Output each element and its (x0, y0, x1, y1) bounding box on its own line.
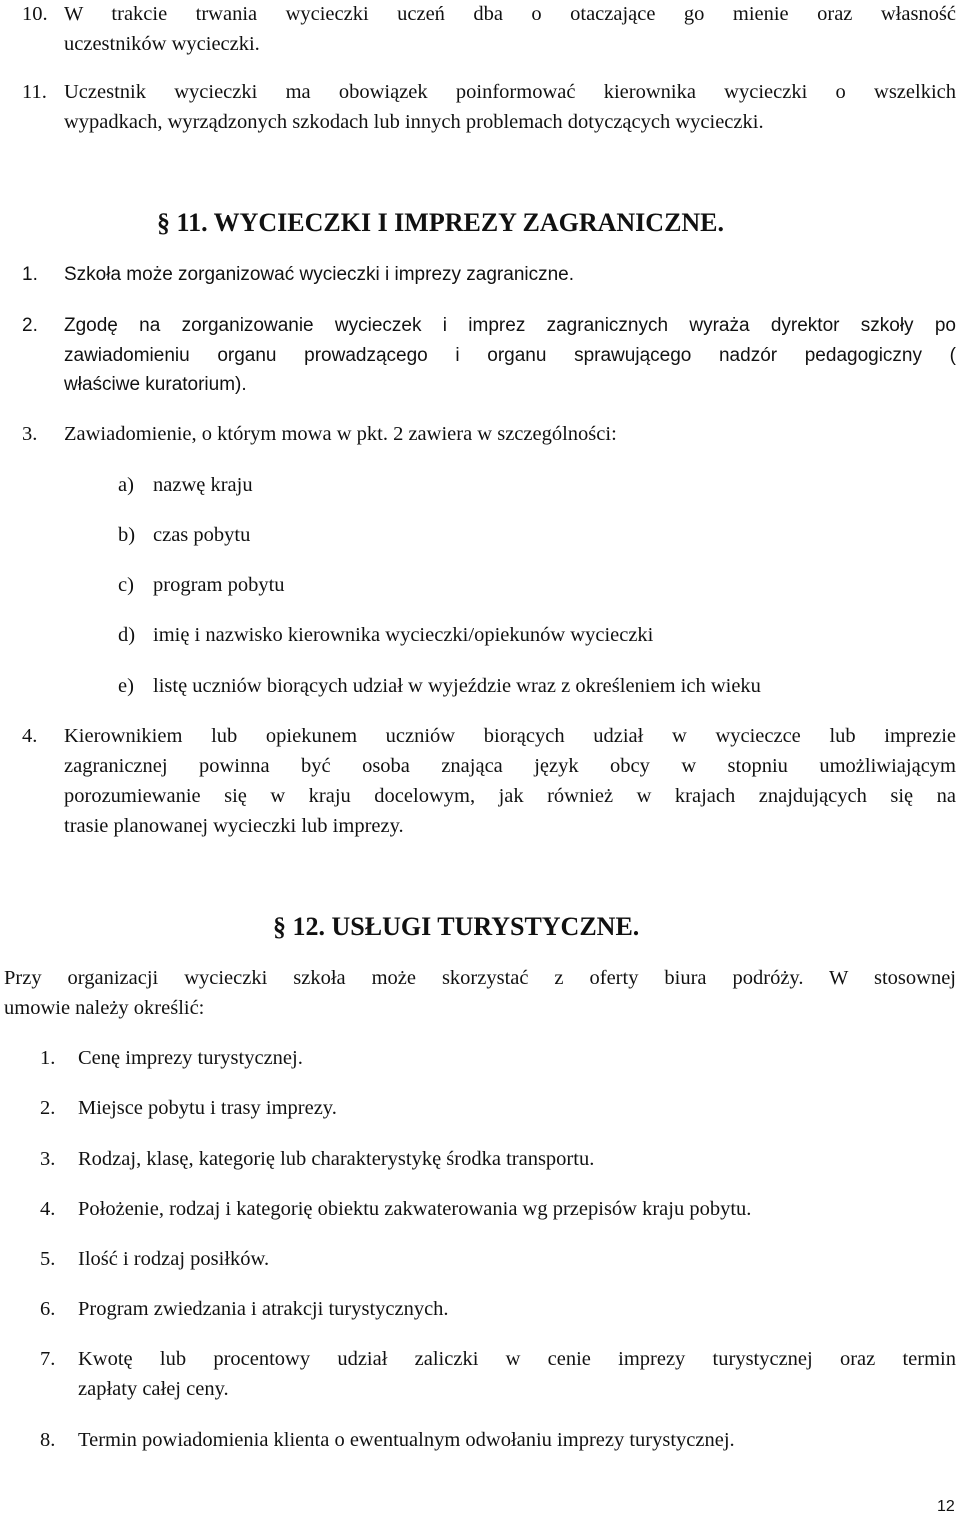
item-11-text-line2: wypadkach, wyrządzonych szkodach lub innych problemach dotyczących wycieczki. (64, 111, 764, 133)
section-11-heading: § 11. WYCIECZKI I IMPREZY ZAGRANICZNE. (157, 208, 725, 237)
s11-item-4-line4: trasie planowanej wycieczki lub imprezy. (64, 815, 404, 837)
s11-subitem-e-letter: e) (118, 675, 134, 697)
s12-item-8-text: Termin powiadomienia klienta o ewentualnym odwołaniu imprezy turystycznej. (78, 1429, 735, 1451)
s11-item-2-line2: zawiadomieniu organu prowadzącego i organu sprawującego nadzór pedagogiczny ( (64, 345, 956, 366)
s12-item-3-number: 3. (40, 1148, 56, 1170)
s12-intro-line1: Przy organizacji wycieczki szkoła może skorzystać z oferty biura podróży. W stosownej (4, 967, 956, 989)
s12-item-1-number: 1. (40, 1047, 56, 1069)
item-10-text-line1: W trakcie trwania wycieczki uczeń dba o otaczające go mienie oraz własność (64, 3, 956, 25)
item-11-text-line1: Uczestnik wycieczki ma obowiązek poinformować kierownika wycieczki o wszelkich (64, 81, 956, 103)
s11-subitem-e-text: listę uczniów biorących udział w wyjeździe wraz z określeniem ich wieku (153, 675, 761, 697)
s11-subitem-b-text: czas pobytu (153, 524, 251, 546)
s11-item-1-text: Szkoła może zorganizować wycieczki i imprezy zagraniczne. (64, 264, 575, 285)
s12-item-7-number: 7. (40, 1348, 56, 1370)
s12-item-8-number: 8. (40, 1429, 56, 1451)
s12-item-1-text: Cenę imprezy turystycznej. (78, 1047, 303, 1069)
s11-subitem-d-letter: d) (118, 624, 136, 646)
s11-item-4-number: 4. (22, 725, 38, 747)
s11-item-2-line3: właściwe kuratorium). (64, 374, 247, 395)
s11-item-3-text: Zawiadomienie, o którym mowa w pkt. 2 zawiera w szczególności: (64, 423, 617, 445)
s12-item-5-number: 5. (40, 1248, 56, 1270)
item-10-number: 10. (22, 3, 48, 25)
s11-item-1-number: 1. (22, 264, 38, 285)
s11-item-4-line1: Kierownikiem lub opiekunem uczniów biorących udział w wycieczce lub imprezie (64, 725, 956, 747)
s12-item-4-text: Położenie, rodzaj i kategorię obiektu zakwaterowania wg przepisów kraju pobytu. (78, 1198, 752, 1220)
s12-item-2-number: 2. (40, 1097, 56, 1119)
s12-item-2-text: Miejsce pobytu i trasy imprezy. (78, 1097, 337, 1119)
s12-item-7-text-line1: Kwotę lub procentowy udział zaliczki w cenie imprezy turystycznej oraz termin (78, 1348, 956, 1370)
s11-subitem-b-letter: b) (118, 524, 136, 546)
s11-item-4-line3: porozumiewanie się w kraju docelowym, jak również w krajach znajdujących się na (64, 785, 956, 807)
s11-subitem-c-letter: c) (118, 574, 134, 596)
s11-item-4-line2: zagranicznej powinna być osoba znająca język obcy w stopniu umożliwiającym (64, 755, 956, 777)
page-number: 12 (937, 1498, 955, 1515)
s11-item-3-number: 3. (22, 423, 38, 445)
s11-item-2-number: 2. (22, 315, 38, 336)
s12-intro-line2: umowie należy określić: (4, 997, 205, 1019)
s11-subitem-a-letter: a) (118, 474, 134, 496)
s12-item-5-text: Ilość i rodzaj posiłków. (78, 1248, 270, 1270)
s11-item-2-line1: Zgodę na zorganizowanie wycieczek i imprez zagranicznych wyraża dyrektor szkoły po (64, 315, 956, 336)
item-11-number: 11. (22, 81, 47, 103)
s12-item-7-text-line2: zapłaty całej ceny. (78, 1378, 229, 1400)
s11-subitem-d-text: imię i nazwisko kierownika wycieczki/opiekunów wycieczki (153, 624, 654, 646)
s12-item-4-number: 4. (40, 1198, 56, 1220)
s12-item-6-number: 6. (40, 1298, 56, 1320)
s11-subitem-c-text: program pobytu (153, 574, 285, 596)
s11-subitem-a-text: nazwę kraju (153, 474, 253, 496)
section-12-heading: § 12. USŁUGI TURYSTYCZNE. (273, 912, 640, 941)
s12-item-6-text: Program zwiedzania i atrakcji turystycznych. (78, 1298, 449, 1320)
s12-item-3-text: Rodzaj, klasę, kategorię lub charakterystykę środka transportu. (78, 1148, 595, 1170)
item-10-text-line2: uczestników wycieczki. (64, 33, 260, 55)
